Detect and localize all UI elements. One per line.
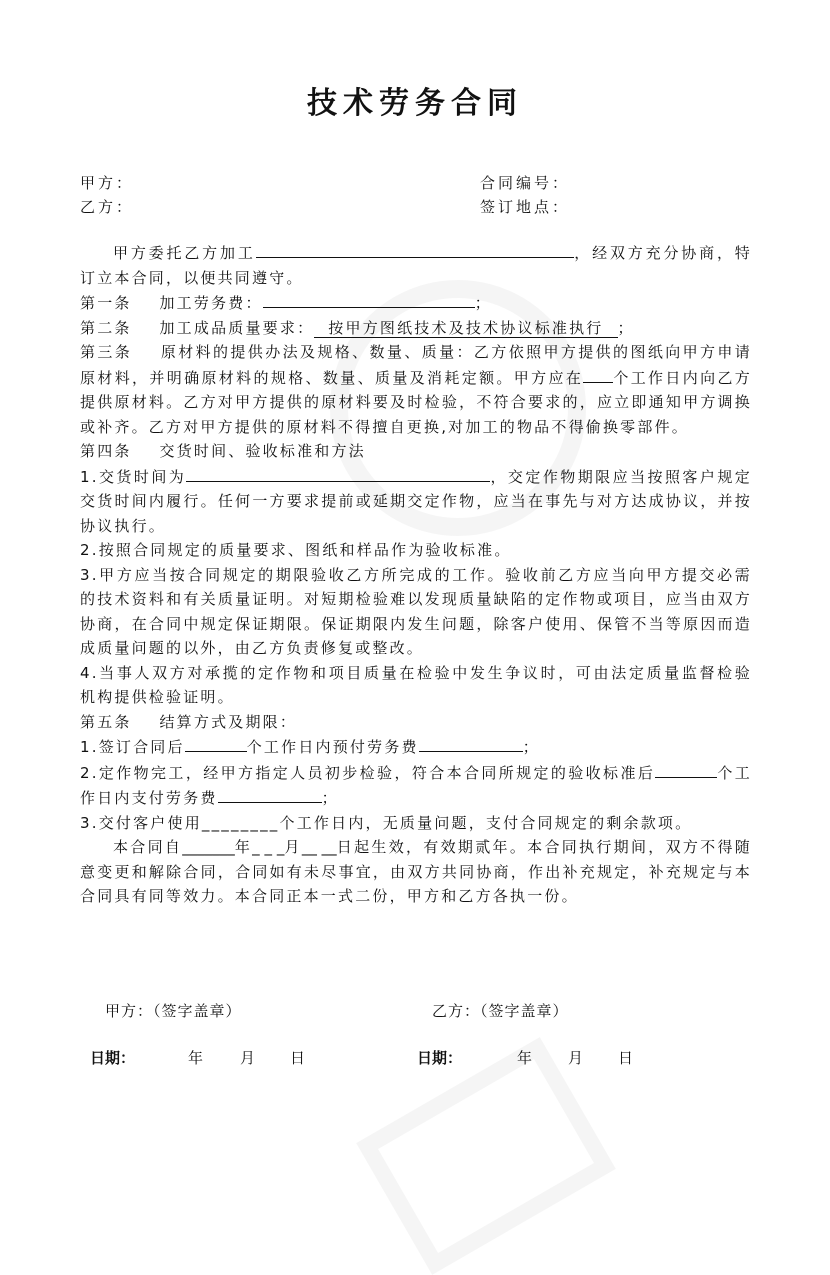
article-3: 第三条 原材料的提供办法及规格、数量、质量：乙方依照甲方提供的图纸向甲方申请原材料，并明确原材料的规格、数量、质量及消耗定额。甲方应在 个工作日内向乙方提供原材料。乙方对甲方提供的原材料要及时检验，不符合要求的，应立即通知甲方调换或补齐。乙方对甲方提供的原材料不得擅自更换,对加工的物品不得偷换零部件。 <box>80 343 753 436</box>
blank-line <box>186 464 490 482</box>
blank-line <box>218 785 322 803</box>
article-5-item-1: 1.签订合同后 个工作日内预付劳务费 ； <box>80 734 752 760</box>
blank-line <box>655 760 717 778</box>
party-a-date-year: 年 <box>188 1049 204 1067</box>
document-title: 技术劳务合同 <box>307 86 523 121</box>
party-a-date-day: 日 <box>290 1049 306 1067</box>
article-5-item-2: 2.定作物完工，经甲方指定人员初步检验，符合本合同所规定的验收标准后 个工作日内支付劳务费 ； <box>80 760 752 811</box>
party-a-date-label: 日期： <box>90 1049 136 1067</box>
article-4-item-3: 3.甲方应当按合同规定的期限验收乙方所完成的工作。验收前乙方应当向甲方提交必需的技术资料和有关质量证明。对短期检验难以发现质量缺陷的定作物或项目，应当由双方协商，在合同中规定保证期限。保证期限内发生问题，除客户使用、保管不当等原因而造成质量问题的以外，由乙方负责修复或整改。 <box>80 565 752 657</box>
contract-number-label: 合同编号： <box>480 174 571 192</box>
watermark-shape <box>356 1037 616 1275</box>
party-b-label: 乙方： <box>80 198 135 216</box>
sign-place-label: 签订地点： <box>480 198 571 216</box>
article-4: 第四条 交货时间、验收标准和方法 <box>80 442 366 460</box>
party-b-date-label: 日期： <box>417 1049 463 1067</box>
party-a-date-month: 月 <box>240 1049 256 1067</box>
quality-requirement-value: 按甲方图纸技术及技术协议标准执行 <box>314 319 617 338</box>
contract-body <box>80 240 752 909</box>
article-4-item-4: 4.当事人双方对承揽的定作物和项目质量在检验中发生争议时，可由法定质量监督检验机构提供检验证明。 <box>80 663 752 706</box>
blank-line <box>419 734 523 752</box>
party-b-signature-label: 乙方：（签字盖章） <box>432 1002 569 1020</box>
party-a-signature-label: 甲方：（签字盖章） <box>105 1002 242 1020</box>
article-5: 第五条 结算方式及期限： <box>80 712 298 731</box>
article-2: 第二条 加工成品质量要求： 按甲方图纸技术及技术协议标准执行 ； <box>80 318 635 337</box>
blank-line <box>256 240 574 258</box>
article-1: 第一条 加工劳务费： ； <box>80 290 752 316</box>
blank-line <box>263 290 475 308</box>
blank-line <box>185 734 247 752</box>
closing-paragraph: 本合同自_______年_ _ _月__ __日起生效，有效期贰年。本合同执行期间，双方不得随意变更和解除合同，合同如有未尽事宜，由双方共同协商，作出补充规定，补充规定与本合同具有同等效力。本合同正本一式二份，甲方和乙方各执一份。 <box>80 838 752 905</box>
party-b-date-month: 月 <box>568 1049 584 1067</box>
article-5-item-3: 3.交付客户使用________个工作日内，无质量问题，支付合同规定的剩余款项。 <box>80 813 693 832</box>
article-4-item-2: 2.按照合同规定的质量要求、图纸和样品作为验收标准。 <box>80 541 512 559</box>
party-a-label: 甲方： <box>80 174 135 192</box>
intro-paragraph: 甲方委托乙方加工 ，经双方充分协商，特订立本合同，以便共同遵守。 <box>80 240 752 290</box>
party-b-date-year: 年 <box>517 1049 533 1067</box>
party-b-date-day: 日 <box>618 1049 634 1067</box>
blank-line <box>583 365 613 383</box>
article-4-item-1: 1.交货时间为 ，交定作物期限应当按照客户规定交货时间内履行。任何一方要求提前或延期交定作物，应当在事先与对方达成协议，并按协议执行。 <box>80 464 752 539</box>
